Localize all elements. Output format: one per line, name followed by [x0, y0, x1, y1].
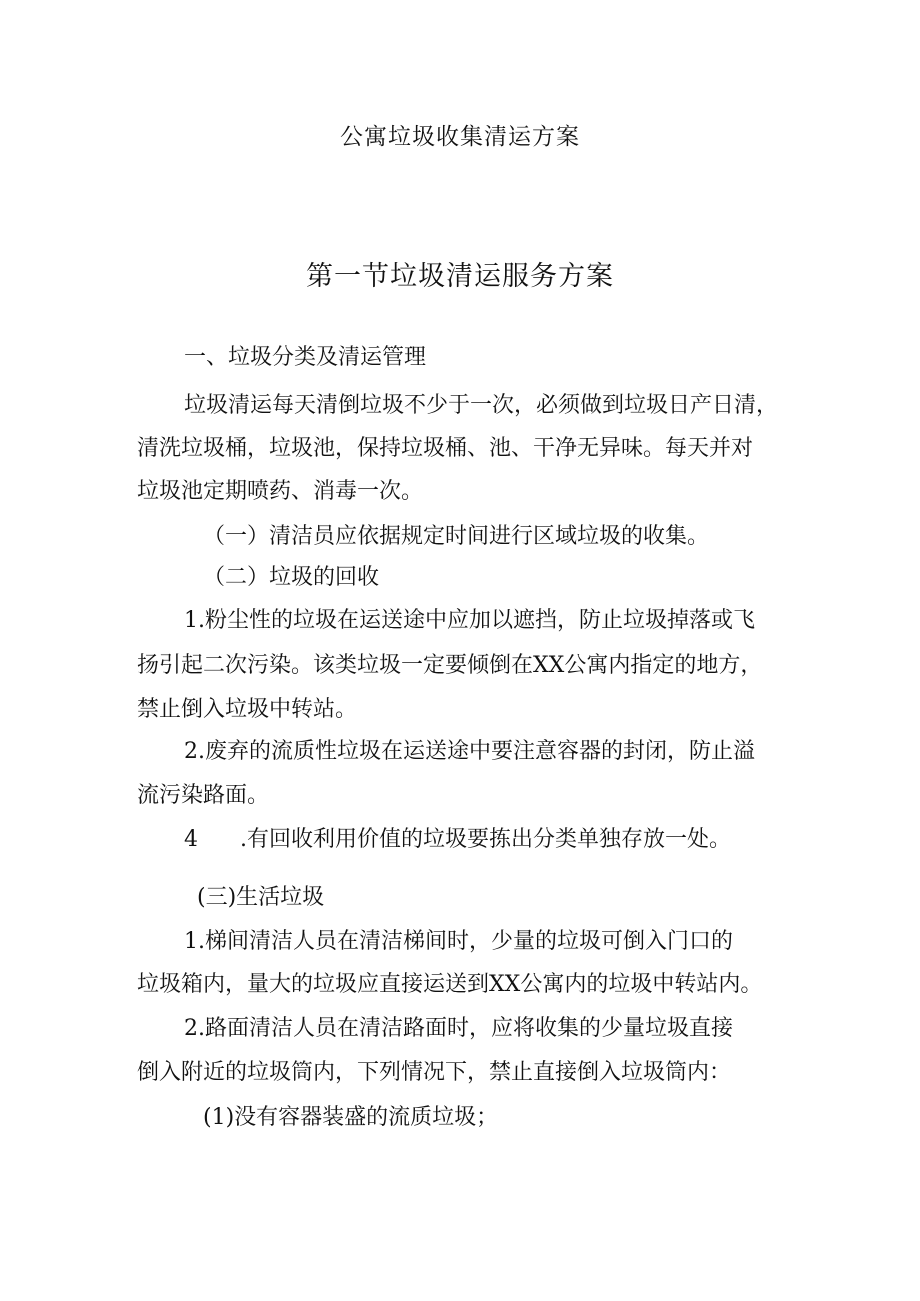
item-3-2-line-1: 2.路面清洁人员在清洁路面时，应将收集的少量垃圾直接 [184, 1016, 733, 1041]
item-1-line-3: 禁止倒入垃圾中转站。 [137, 697, 358, 722]
paragraph-1-line-3: 垃圾池定期喷药、消毒一次。 [137, 479, 424, 504]
item-1-line-2: 扬引起二次污染。该类垃圾一定要倾倒在XX公寓内指定的地方， [137, 653, 763, 678]
item-2-line-2: 流污染路面。 [137, 783, 270, 808]
sub-item-1: (1)没有容器装盛的流质垃圾； [203, 1105, 499, 1130]
item-3-1-line-1: 1.梯间清洁人员在清洁梯间时，少量的垃圾可倒入门口的 [184, 929, 733, 954]
section-title: 第一节垃圾清运服务方案 [306, 261, 614, 292]
document-title: 公寓垃圾收集清运方案 [340, 124, 580, 150]
item-1-line-1: 1.粉尘性的垃圾在运送途中应加以遮挡，防止垃圾掉落或飞 [184, 608, 755, 633]
item-3-1-line-2: 垃圾箱内，量大的垃圾应直接运送到XX公寓内的垃圾中转站内。 [137, 972, 763, 997]
item-3-2-line-2: 倒入附近的垃圾筒内，下列情况下，禁止直接倒入垃圾筒内： [137, 1060, 732, 1085]
item-4-text: .有回收利用价值的垃圾要拣出分类单独存放一处。 [240, 827, 731, 852]
heading-waste-classification: 一、垃圾分类及清运管理 [184, 345, 427, 370]
paragraph-1-line-1: 垃圾清运每天清倒垃圾不少于一次，必须做到垃圾日产日清， [184, 393, 779, 418]
item-2-line-1: 2.废弃的流质性垃圾在运送途中要注意容器的封闭，防止溢 [184, 739, 755, 764]
paragraph-1-line-2: 清洗垃圾桶，垃圾池，保持垃圾桶、池、干净无异味。每天并对 [137, 436, 754, 461]
subheading-3: (三)生活垃圾 [197, 885, 325, 910]
item-4-number: 4 [184, 827, 198, 852]
subheading-2: （二）垃圾的回收 [203, 565, 380, 590]
subheading-1: （一）清洁员应依据规定时间进行区域垃圾的收集。 [203, 524, 710, 549]
